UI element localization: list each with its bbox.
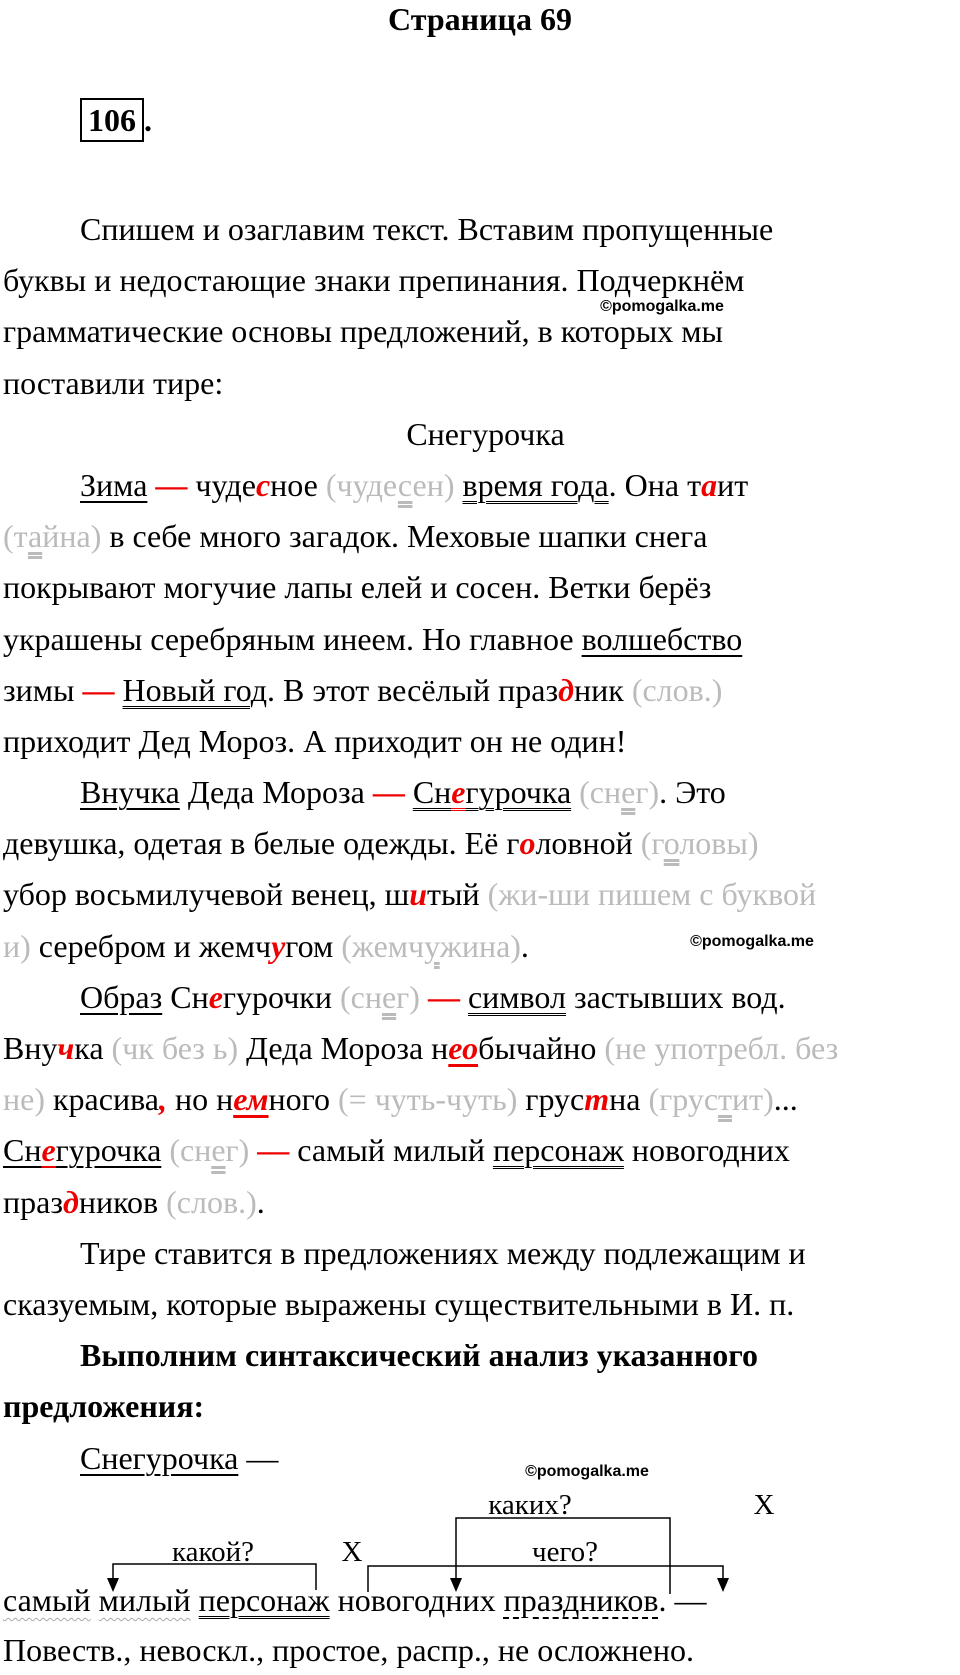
predicate-word: персонаж [198,1582,330,1618]
hint-text: а [28,518,43,555]
question-chego: чего? [531,1536,599,1568]
task-number-suffix: . [144,102,152,138]
predicate-word: время года [462,466,609,503]
hint-text: е [621,774,636,811]
inserted-letter: е [208,978,223,1015]
question-x: X [341,1536,363,1568]
text-segment: но н [166,1081,234,1118]
hint-text: о [663,825,680,862]
attribute-word: самый [3,1582,91,1618]
text-segment: Вну [3,1030,58,1066]
inserted-letter: с [255,466,271,503]
hint-text: (сн [169,1132,212,1169]
text-segment: . — [658,1582,707,1618]
inserted-dash: — [372,774,405,811]
question-x: X [753,1489,775,1521]
inserted-letter: д [62,1183,79,1220]
hint-text: (жемч [341,927,425,964]
text-segment: ит [717,466,749,503]
text-segment: буквы и недостающие знаки препинания. Подчеркнём [3,262,745,299]
inserted-letter: ч [57,1030,75,1066]
page-title: Страница 69 [388,1,572,37]
text-segment: ного [268,1081,338,1118]
text-segment: — [238,1439,279,1476]
inserted-dash: — [155,466,188,503]
text-segment: девушка, одетая в белые одежды. Её г [3,825,520,862]
text-segment: . Это [659,774,726,811]
task-number-box: 106 [80,98,144,142]
hint-text: г) [225,1132,250,1169]
text-segment: ка [74,1030,112,1066]
text-segment: . Она т [608,466,702,503]
inserted-letter: и [409,876,428,913]
text-segment: покрывают могучие лапы елей и сосен. Ветки берёз [3,569,712,606]
text-segment: в себе много загадок. Меховые шапки снега [101,518,708,555]
text-segment: Тире ставится в предложениях между подлежащим и [80,1234,806,1271]
text-segment: чуде [187,466,256,503]
inserted-letter: д [558,671,575,708]
subject-word: волшебство [581,620,743,657]
text-segment [91,1582,99,1618]
attribute-word: милый [98,1582,191,1618]
hint-text: г) [396,978,420,1015]
hint-text: (слов.) [631,671,723,708]
text-segment: праз [3,1183,63,1220]
hint-text: (сн [339,978,382,1015]
text-segment: Деда Мороза н [238,1030,449,1066]
text-segment: застывших вод. [565,978,786,1015]
text-segment: поставили тире: [3,364,224,401]
text-segment: ников [78,1183,167,1220]
text-segment: Сн [162,978,209,1015]
hint-text: жина) [439,927,521,964]
subject-word: гурочка [55,1132,162,1169]
hint-text: (г [640,825,664,862]
hint-text: (сн [579,774,622,811]
inserted-letter: ео [448,1030,479,1066]
inserted-letter: ем [233,1081,269,1118]
hint-text: (= чуть-чуть) [337,1081,518,1118]
text-segment: ловной [535,825,641,862]
hint-text: т [718,1081,733,1118]
subject-word: Образ [80,978,163,1015]
text-segment: ник [574,671,632,708]
parsed-sentence [3,1575,707,1625]
text-segment: бычайно [478,1030,605,1066]
inserted-dash: — [82,671,115,708]
question-kakoy: какой? [171,1536,255,1568]
watermark: ©pomogalka.me [600,298,724,315]
hint-text: йна) [42,518,102,555]
text-segment: Снегурочка [406,415,565,452]
hint-text: ен) [412,466,455,503]
sentence-characteristics: Повеств., невоскл., простое, распр., не осложнено. [3,1632,694,1668]
subject-letter-highlight: е [41,1132,56,1169]
subject-word: Сн [3,1132,42,1169]
text-segment [191,1582,199,1618]
text-segment: тый [427,876,488,913]
text-segment: Выполним синтаксический анализ указанного [80,1337,758,1374]
text-segment: новогодних [623,1132,790,1169]
text-segment: . [520,927,529,964]
text-segment: убор восьмилучевой венец, ш [3,876,410,913]
inserted-letter: о [519,825,536,862]
text-segment: самый милый [289,1132,493,1169]
text-segment: . [256,1183,265,1220]
text-segment: грамматические основы предложений, в которых мы [3,313,724,350]
hint-text: (чуде [325,466,398,503]
text-segment: ное [270,466,326,503]
hint-text: (чк без ь) [111,1030,239,1066]
text-segment: . В этот весёлый праз [267,671,559,708]
subject-word: Внучка [80,774,180,811]
text-segment: Деда Мороза [179,774,373,811]
text-segment: грус [517,1081,585,1118]
hint-text: (грус [648,1081,719,1118]
subject-word: Снегурочка [80,1439,239,1476]
text-segment: приходит Дед Мороз. А приходит он не один! [3,722,627,759]
text-segment: гурочки [222,978,340,1015]
text-segment: на [609,1081,649,1118]
subject-word: Зима [80,466,148,503]
hint-text: ловы) [679,825,759,862]
inserted-letter: а [701,466,718,503]
text-segment [330,1582,338,1618]
hint-text: г) [635,774,660,811]
watermark: ©pomogalka.me [690,933,814,950]
inserted-dash: — [257,1132,290,1169]
hint-text: (слов.) [166,1183,257,1220]
hint-text: и) [3,927,31,964]
hint-text: у [424,927,440,964]
text-segment: красива [44,1081,159,1118]
inserted-letter: у [271,927,286,964]
text-segment: серебром и жемч [30,927,272,964]
arrowhead [717,1578,729,1592]
hint-text: (не употребл. без [604,1030,839,1066]
hint-text: е [211,1132,226,1169]
text-segment: новогодних [337,1582,496,1618]
predicate-word: символ [467,978,566,1015]
text-segment: гом [285,927,342,964]
hint-text: (т [3,518,29,555]
predicate-word: Сн [412,774,452,811]
text-segment: украшены серебряным инеем. Но главное [3,620,582,657]
inserted-dash: — [427,978,460,1015]
complement-word: праздников [503,1582,659,1618]
text-segment: зимы [3,671,83,708]
text-segment: ... [773,1081,798,1118]
hint-text: (жи-ши пишем с буквой [487,876,817,913]
hint-text: с [397,466,413,503]
text-segment [496,1582,504,1618]
predicate-word: Новый год [122,671,268,708]
inserted-letter: е [451,774,466,811]
question-kakikh: каких? [488,1489,572,1521]
hint-text: не) [3,1081,45,1118]
watermark: ©pomogalka.me [525,1463,649,1480]
inserted-letter: , [158,1081,167,1118]
text-segment: Спишем и озаглавим текст. Вставим пропущенные [80,211,774,247]
hint-text: е [381,978,397,1015]
hint-text: ит) [732,1081,774,1118]
inserted-letter: т [584,1081,610,1118]
predicate-word: персонаж [492,1132,624,1169]
text-segment: сказуемым, которые выражены существительными в И. п. [3,1285,795,1322]
text-segment: предложения: [3,1388,205,1425]
predicate-word: гурочка [465,774,572,811]
